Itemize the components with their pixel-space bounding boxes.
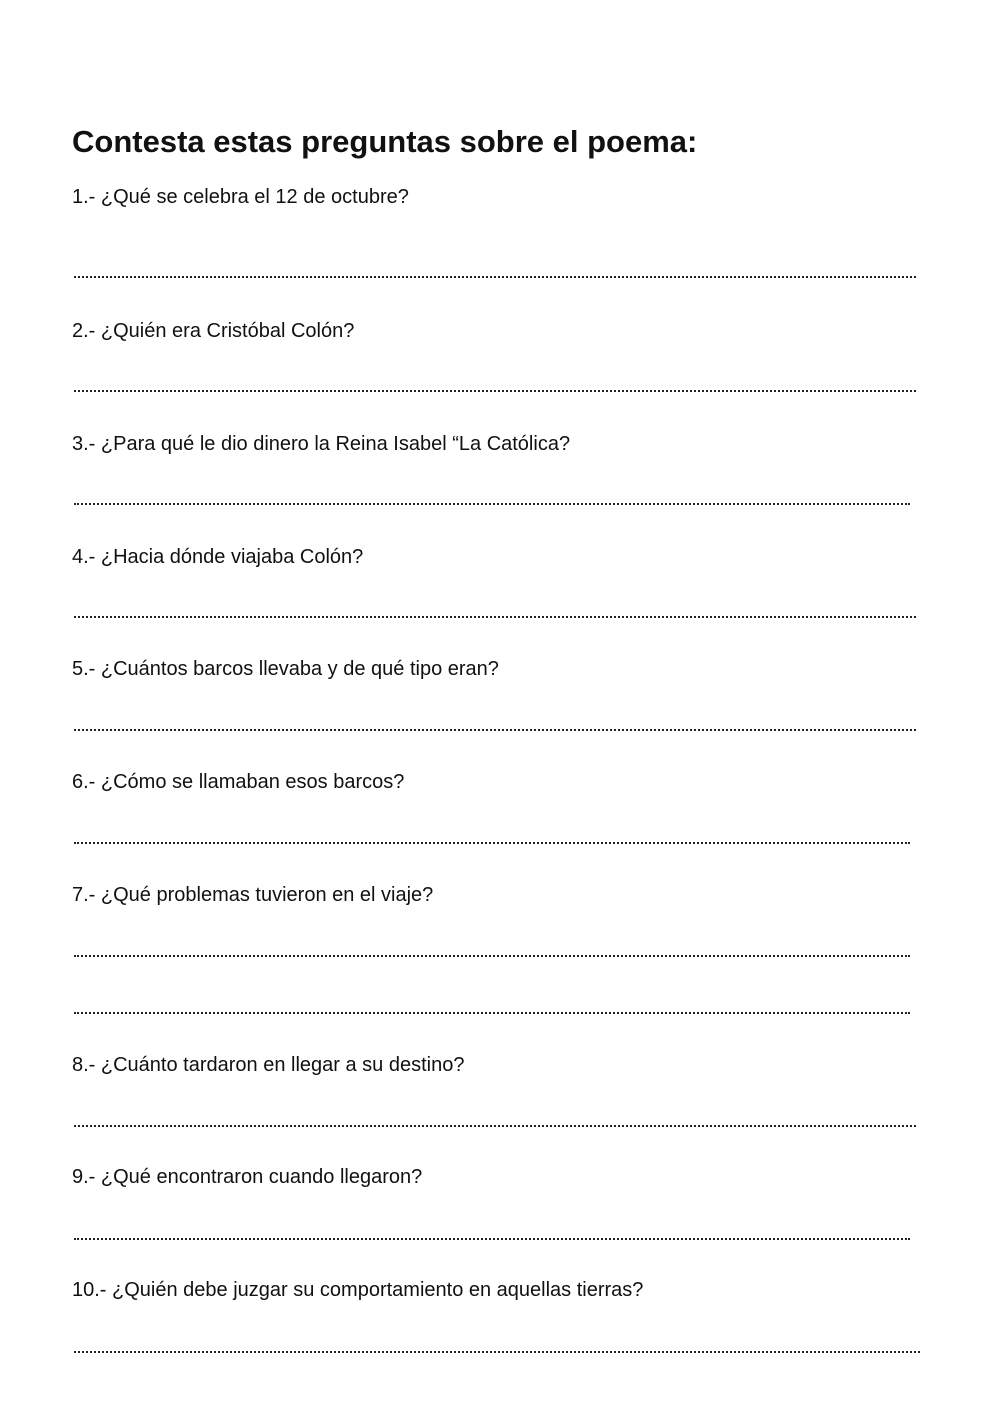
question-2: 2.- ¿Quién era Cristóbal Colón? — [72, 320, 355, 342]
question-7: 7.- ¿Qué problemas tuvieron en el viaje? — [72, 884, 434, 906]
answer-line-3[interactable] — [74, 503, 910, 505]
question-9: 9.- ¿Qué encontraron cuando llegaron? — [72, 1166, 423, 1188]
question-3: 3.- ¿Para qué le dio dinero la Reina Isabel “La Católica? — [72, 433, 571, 455]
question-10: 10.- ¿Quién debe juzgar su comportamiento en aquellas tierras? — [72, 1279, 644, 1301]
answer-line-7a[interactable] — [74, 955, 910, 957]
answer-line-5[interactable] — [74, 729, 916, 731]
question-6: 6.- ¿Cómo se llamaban esos barcos? — [72, 771, 405, 793]
worksheet-title: Contesta estas preguntas sobre el poema: — [72, 124, 698, 159]
answer-line-8[interactable] — [74, 1125, 916, 1127]
answer-line-10[interactable] — [74, 1351, 920, 1353]
question-5: 5.- ¿Cuántos barcos llevaba y de qué tipo eran? — [72, 658, 499, 680]
question-1: 1.- ¿Qué se celebra el 12 de octubre? — [72, 186, 409, 208]
answer-line-2[interactable] — [74, 390, 916, 392]
answer-line-1[interactable] — [74, 276, 916, 278]
question-4: 4.- ¿Hacia dónde viajaba Colón? — [72, 546, 364, 568]
answer-line-7b[interactable] — [74, 1012, 910, 1014]
question-8: 8.- ¿Cuánto tardaron en llegar a su destino? — [72, 1054, 465, 1076]
answer-line-9[interactable] — [74, 1238, 910, 1240]
answer-line-6[interactable] — [74, 842, 910, 844]
answer-line-4[interactable] — [74, 616, 916, 618]
